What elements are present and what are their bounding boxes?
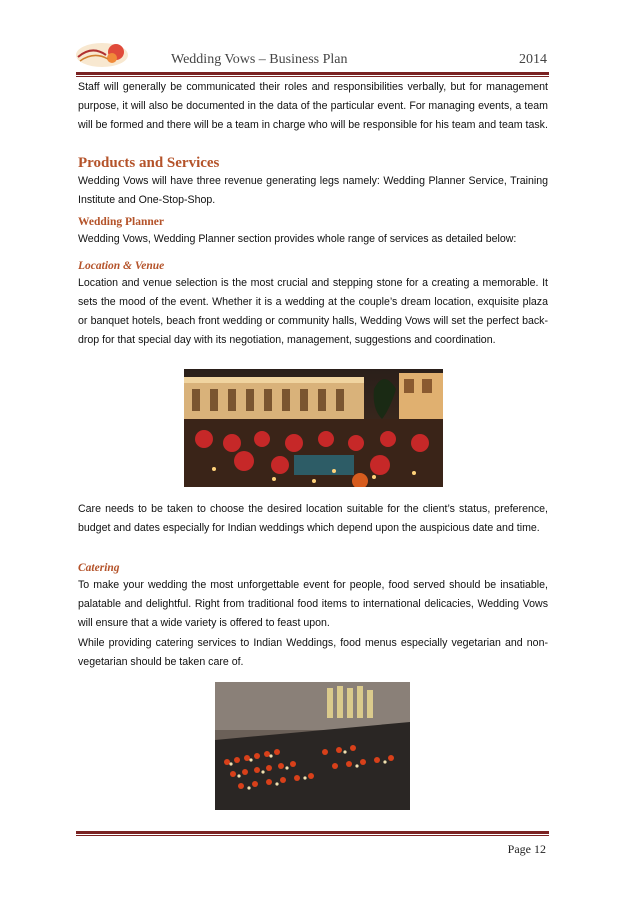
catering-photo — [215, 682, 410, 810]
footer-divider — [76, 831, 549, 834]
header-divider-thin — [76, 76, 549, 77]
logo-icon — [72, 41, 130, 69]
catering-paragraph: To make your wedding the most unforgettable event for people, food served should be insatiable, palatable and delightful. Right from traditional food items to international delicacies, Wedding Vows will ensure that a wide variety is offered to feast upon. — [78, 579, 548, 629]
products-paragraph: Wedding Vows will have three revenue generating legs namely: Wedding Planner Service, Training Institute and One-Stop-Shop. — [78, 175, 548, 206]
footer-divider-thin — [76, 835, 549, 836]
location-paragraph: Location and venue selection is the most crucial and stepping stone for a creating a memorable. It sets the mood of the event. Whether it is a wedding at the couple’s dream location, exquisite plaza or banquet hotels, beach front wedding or community halls, Wedding Vows will set the perfect back-drop for that special day with its negotiation, management, suggestions and coordination. — [78, 277, 548, 346]
intro-paragraph: Staff will generally be communicated their roles and responsibilities verbally, but for management purpose, it will also be documented in the data of the particular event. For managing events, a team will be formed and there will be a team in charge who will be responsible for his team and team task. — [78, 81, 548, 131]
venue-photo — [184, 369, 443, 487]
header-title: Wedding Vows – Business Plan — [171, 52, 348, 67]
header-divider — [76, 72, 549, 75]
catering-paragraph-2: While providing catering services to Indian Weddings, food menus especially vegetarian and non-vegetarian should be taken care of. — [78, 637, 548, 668]
location-followup-paragraph: Care needs to be taken to choose the desired location suitable for the client’s status, preference, budget and dates especially for Indian weddings which depend upon the auspicious date and time. — [78, 503, 548, 534]
page-number: Page 12 — [507, 842, 546, 856]
planner-paragraph: Wedding Vows, Wedding Planner section provides whole range of services as detailed below: — [78, 233, 517, 245]
section-heading-products: Products and Services — [78, 155, 220, 171]
subheading-catering: Catering — [78, 562, 120, 574]
subheading-wedding-planner: Wedding Planner — [78, 216, 164, 228]
header-year: 2014 — [519, 52, 547, 67]
subheading-location-venue: Location & Venue — [78, 260, 165, 272]
